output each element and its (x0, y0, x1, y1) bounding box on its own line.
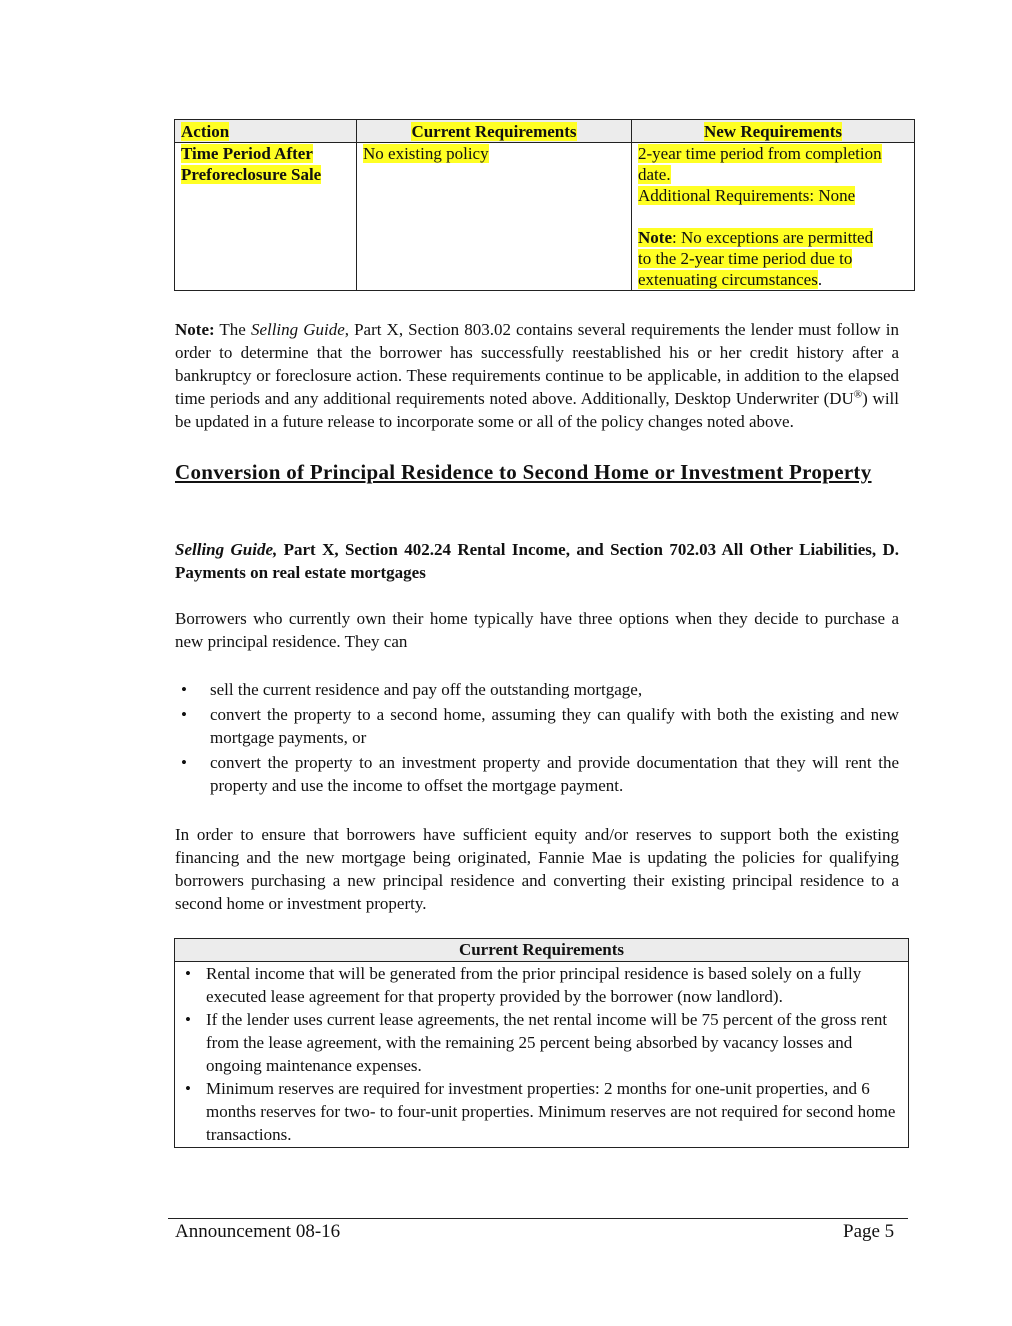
current-requirement-cell: No existing policy (357, 143, 632, 291)
column-header: Action (175, 120, 357, 143)
action-cell: Time Period After Preforeclosure Sale (175, 143, 357, 291)
bullet-icon: • (185, 1010, 191, 1029)
column-header: Current Requirements (357, 120, 632, 143)
announcement-number: Announcement 08-16 (175, 1221, 341, 1242)
column-header: New Requirements (632, 120, 915, 143)
bullet-icon: • (181, 753, 187, 772)
list-item: • If the lender uses current lease agreements, the net rental income will be 75 percent of the gross rent from the lease agreement, with the remaining 25 percent being absorbed by vacancy losses and ongoing maintenance expenses. (185, 1010, 888, 1075)
options-list (175, 678, 899, 799)
bullet-icon: • (181, 705, 187, 724)
requirements-cell (175, 962, 909, 1148)
note-paragraph: Note: The Selling Guide, Part X, Section 803.02 contains several requirements the lender must follow in order to determine that the borrower has successfully reestablished his or her credit history after a bankruptcy or foreclosure action. These requirements continue to be applicable, in addition to the elapsed time periods and any additional requirements noted above. Additionally, Desktop Underwriter (DU®) will be updated in a future release to incorporate some or all of the policy changes noted above. (175, 320, 900, 431)
policy-paragraph: In order to ensure that borrowers have sufficient equity and/or reserves to support both the existing financing and the new mortgage being originated, Fannie Mae is updating the policies for qualifying borrowers purchasing a new principal residence and converting their existing principal residence to a second home or investment property. (175, 825, 899, 913)
table-header-row (175, 939, 909, 962)
list-item: • sell the current residence and pay off the outstanding mortgage, (181, 680, 643, 699)
column-header: Current Requirements (175, 939, 909, 962)
table-row (175, 962, 909, 1148)
bullet-icon: • (185, 964, 191, 983)
table-header-row (175, 120, 915, 143)
intro-paragraph: Borrowers who currently own their home typically have three options when they decide to purchase a new principal residence. They can (175, 609, 899, 651)
list-item: • Minimum reserves are required for investment properties: 2 months for one-unit properties, and 6 months reserves for two- to four-unit properties. Minimum reserves are not required for second home transactions. (185, 1079, 896, 1144)
page-number: Page 5 (843, 1221, 895, 1242)
guide-reference-subheading: Selling Guide, Part X, Section 402.24 Rental Income, and Section 702.03 All Other Liabilities, D. Payments on real estate mortgages (175, 540, 899, 582)
list-item: • convert the property to an investment property and provide documentation that they will rent the property and use the income to offset the mortgage payment. (181, 753, 899, 795)
current-requirements-table (174, 938, 909, 1148)
requirements-table (174, 119, 915, 291)
footer-divider (168, 1218, 908, 1219)
section-heading: Conversion of Principal Residence to Second Home or Investment Property (175, 460, 872, 484)
list-item: • Rental income that will be generated from the prior principal residence is based solely on a fully executed lease agreement for that property provided by the borrower (now landlord). (185, 964, 862, 1006)
list-item: • convert the property to a second home, assuming they can qualify with both the existing and new mortgage payments, or (181, 705, 899, 747)
table-row (175, 143, 915, 291)
new-requirement-cell: 2-year time period from completion date. Additional Requirements: None Note: No exceptions are permitted to the 2-year time period due to extenuating circumstances. (632, 143, 915, 291)
bullet-icon: • (185, 1079, 191, 1098)
bullet-icon: • (181, 680, 187, 699)
